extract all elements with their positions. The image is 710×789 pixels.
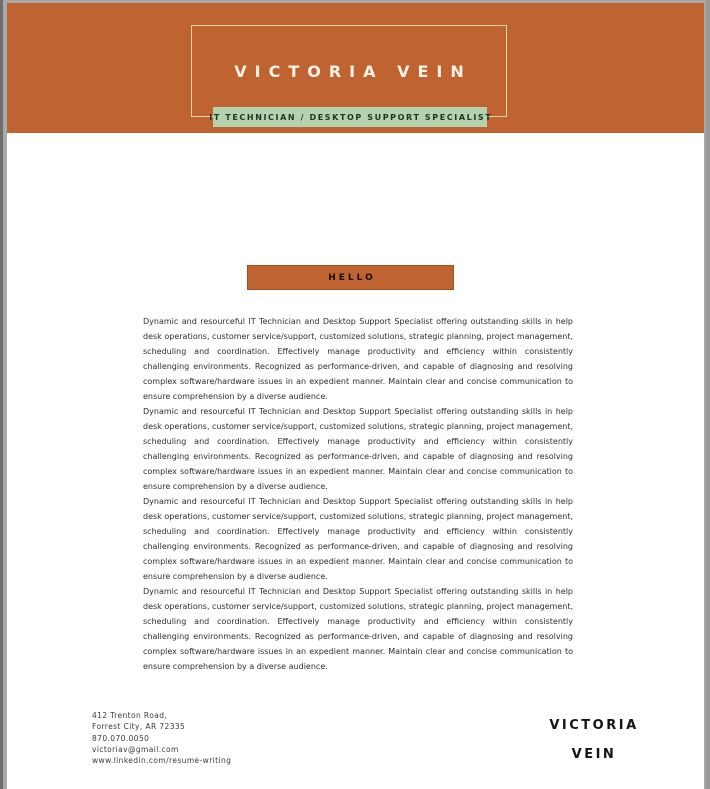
phone-number: 870.070.0050 [92, 733, 150, 743]
name-title-box [191, 25, 507, 117]
address-line-1: 412 Trenton Road, [92, 711, 168, 720]
job-title-bar [209, 107, 493, 127]
summary-paragraph: Dynamic and resourceful IT Technician and Desktop Support Specialist offering outstanding skills in help desk operations, customer service/support, customized solutions, strategic planning, project management, scheduling and coordination. Effectively manage productivity and efficiency within consistently challenging environments. Recognized as performance-driven, and capable of diagnosing and resolving complex software/hardware issues in an expedient manner. Maintain clear and concise communication to ensure comprehension by a diverse audience. [143, 587, 573, 671]
contact-info-block [92, 710, 231, 766]
email-address: victoriav@gmail.com [92, 744, 179, 754]
signature-first-name: VICTORIA [549, 718, 639, 733]
address-line-2: Forrest City, AR 72335 [92, 722, 186, 732]
signature-last-name: VEIN [571, 747, 617, 762]
footer-signature [534, 711, 654, 769]
summary-text-block [143, 314, 573, 674]
resume-name-title: VICTORIA VEIN [234, 61, 472, 81]
header-band [7, 3, 704, 133]
hello-section-header [247, 265, 454, 290]
hello-section-title: HELLO [328, 272, 376, 283]
job-title-label: IT TECHNICIAN / DESKTOP SUPPORT SPECIALIST [209, 112, 493, 122]
resume-page [7, 3, 704, 789]
website-url: www.linkedin.com/resume-writing [92, 756, 232, 766]
summary-paragraph: Dynamic and resourceful IT Technician and Desktop Support Specialist offering outstanding skills in help desk operations, customer service/support, customized solutions, strategic planning, project management, scheduling and coordination. Effectively manage productivity and efficiency within consistently challenging environments. Recognized as performance-driven, and capable of diagnosing and resolving complex software/hardware issues in an expedient manner. Maintain clear and concise communication to ensure comprehension by a diverse audience. [143, 407, 573, 491]
summary-paragraph: Dynamic and resourceful IT Technician and Desktop Support Specialist offering outstanding skills in help desk operations, customer service/support, customized solutions, strategic planning, project management, scheduling and coordination. Effectively manage productivity and efficiency within consistently challenging environments. Recognized as performance-driven, and capable of diagnosing and resolving complex software/hardware issues in an expedient manner. Maintain clear and concise communication to ensure comprehension by a diverse audience. [143, 317, 573, 401]
summary-paragraph: Dynamic and resourceful IT Technician and Desktop Support Specialist offering outstanding skills in help desk operations, customer service/support, customized solutions, strategic planning, project management, scheduling and coordination. Effectively manage productivity and efficiency within consistently challenging environments. Recognized as performance-driven, and capable of diagnosing and resolving complex software/hardware issues in an expedient manner. Maintain clear and concise communication to ensure comprehension by a diverse audience. [143, 497, 573, 581]
